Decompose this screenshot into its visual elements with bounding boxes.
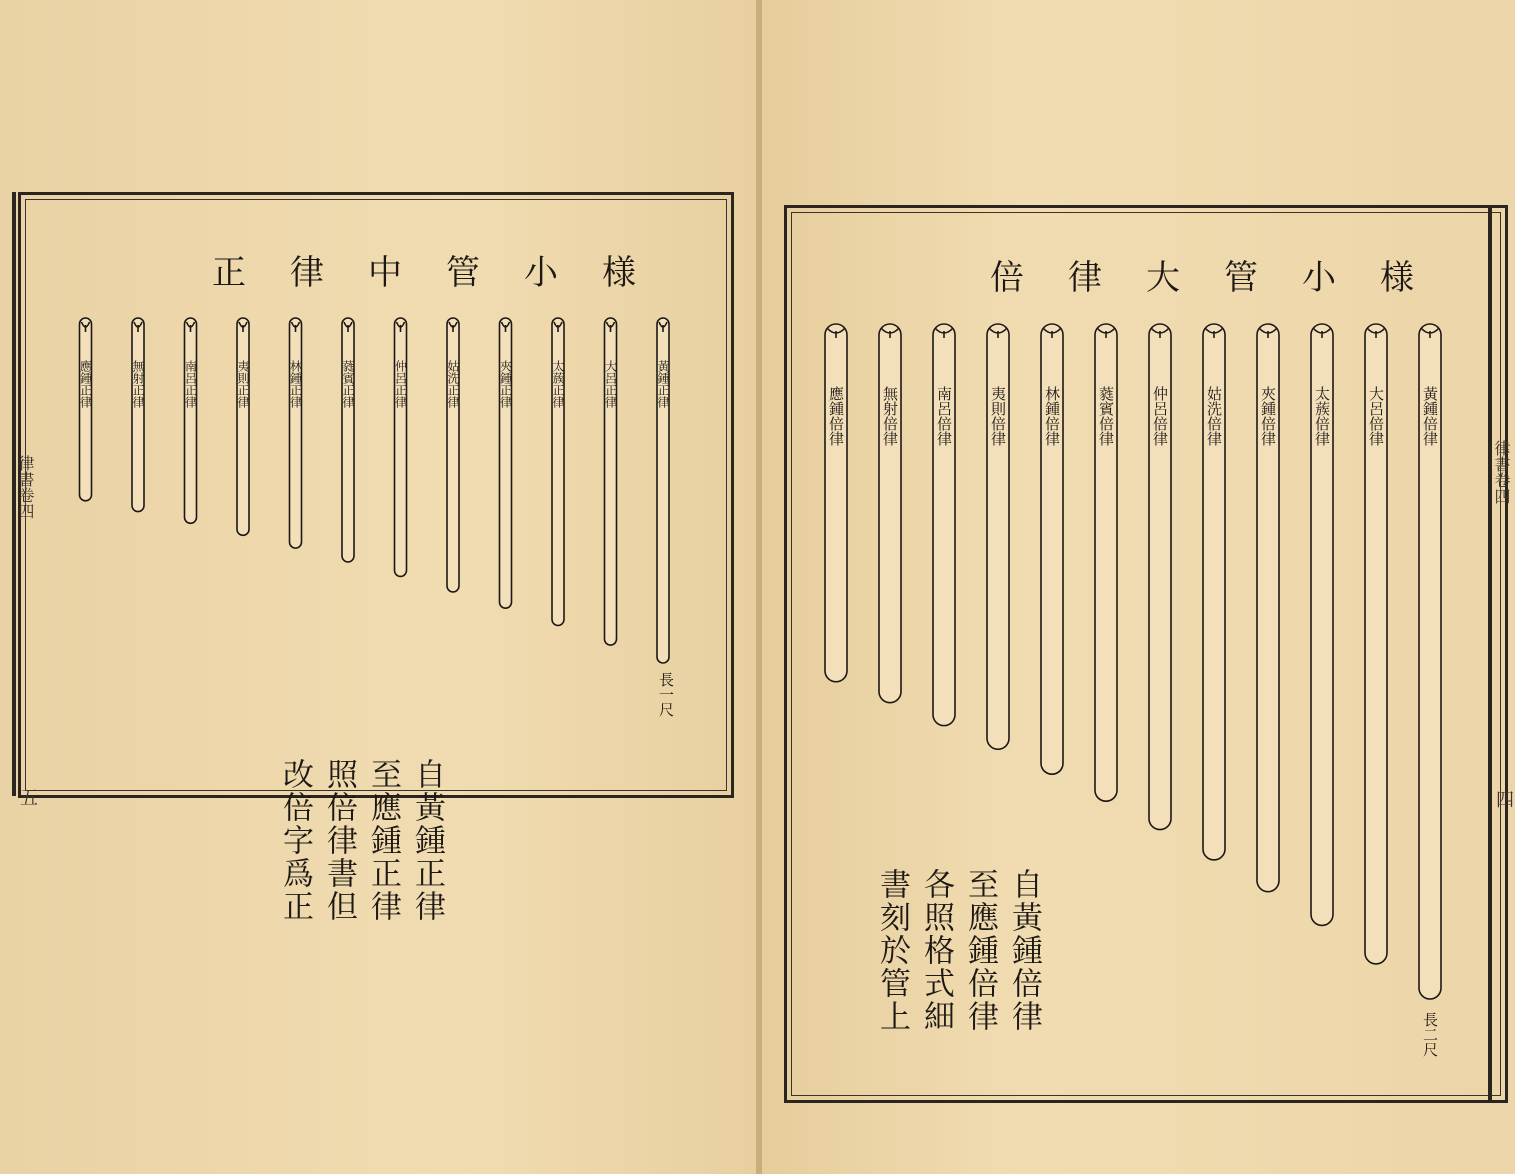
left-pipe-label-8: 林鍾正律 <box>288 360 303 408</box>
right-pipe-label-7: 蕤賓倍律 <box>1097 386 1115 446</box>
right-note-line-3: 各照格式細 <box>918 868 954 1033</box>
left-pipe-8 <box>289 318 303 548</box>
left-page-title: 正律中管小様 <box>212 253 680 293</box>
right-note-line-2: 至應鍾倍律 <box>962 868 998 1033</box>
right-note-line-1: 自黃鍾倍律 <box>1006 868 1042 1033</box>
left-note-line-3: 照倍律書但 <box>321 758 357 923</box>
left-pipe-label-1: 黃鍾正律 <box>656 360 670 408</box>
right-pipe-label-3: 太蔟倍律 <box>1313 386 1331 446</box>
left-pipe-label-12: 應鍾正律 <box>78 360 93 408</box>
left-note-line-2: 至應鍾正律 <box>365 758 401 923</box>
right-pipe-label-2: 大呂倍律 <box>1367 386 1385 446</box>
left-pipe-label-2: 大呂正律 <box>603 360 618 408</box>
right-pipe-9 <box>987 324 1009 749</box>
right-page <box>762 0 1515 1174</box>
right-pipe-6 <box>1149 324 1171 830</box>
left-pipe-9 <box>236 318 250 535</box>
right-note-line-4: 書刻於管上 <box>874 868 910 1033</box>
right-pipe-label-11: 無射倍律 <box>881 386 899 446</box>
left-page-number: 五 <box>17 788 38 806</box>
right-pipe-label-5: 姑洗倍律 <box>1205 386 1223 446</box>
right-pipe-5 <box>1203 324 1225 860</box>
left-pipe-1 <box>656 318 670 663</box>
right-length-label: 長二尺 <box>1421 1012 1439 1057</box>
right-pipe-4 <box>1257 324 1279 892</box>
left-pipe-10 <box>184 318 198 523</box>
right-pipe-7 <box>1095 324 1117 801</box>
left-note-line-4: 改倍字爲正 <box>277 758 313 923</box>
left-pipe-label-11: 無射正律 <box>131 360 145 408</box>
left-pipe-11 <box>131 318 145 512</box>
right-page-title: 倍律大管小様 <box>990 258 1458 298</box>
right-pipe-label-9: 夷則倍律 <box>989 386 1007 446</box>
left-pipe-label-3: 太蔟正律 <box>551 360 565 408</box>
left-note-line-1: 自黃鍾正律 <box>409 758 445 923</box>
left-pipe-6 <box>394 318 408 576</box>
right-page-number: 四 <box>1493 790 1514 808</box>
left-pipe-2 <box>604 318 618 645</box>
left-pipe-label-7: 蕤賓正律 <box>341 360 355 408</box>
right-pipe-10 <box>933 324 955 726</box>
right-pipe-2 <box>1365 324 1387 964</box>
right-pipe-8 <box>1041 324 1063 774</box>
right-pipe-1 <box>1419 324 1441 999</box>
right-pipe-label-8: 林鍾倍律 <box>1043 386 1061 446</box>
right-pipe-label-4: 夾鍾倍律 <box>1259 386 1277 446</box>
left-pipe-label-9: 夷則正律 <box>236 360 250 408</box>
left-pipe-7 <box>341 318 355 562</box>
left-pipe-label-6: 仲呂正律 <box>393 360 408 408</box>
left-length-label: 長一尺 <box>657 672 675 717</box>
right-margin-title: 律書卷四 <box>1492 440 1511 504</box>
left-pipe-5 <box>446 318 460 592</box>
right-pipe-label-1: 黃鍾倍律 <box>1421 386 1439 446</box>
left-pipe-4 <box>499 318 513 608</box>
right-pipe-3 <box>1311 324 1333 925</box>
left-pipe-label-5: 姑洗正律 <box>446 360 460 408</box>
left-pipe-label-10: 南呂正律 <box>183 360 198 408</box>
left-pipe-3 <box>551 318 565 625</box>
right-pipe-11 <box>879 324 901 703</box>
left-pipe-label-4: 夾鍾正律 <box>498 360 513 408</box>
left-note <box>273 758 449 948</box>
left-pipe-12 <box>79 318 93 501</box>
right-pipe-12 <box>825 324 847 682</box>
right-pipe-label-6: 仲呂倍律 <box>1151 386 1169 446</box>
right-note <box>870 868 1046 1068</box>
right-pipe-label-10: 南呂倍律 <box>935 386 953 446</box>
left-margin-title: 律書卷四 <box>16 455 35 519</box>
right-pipe-label-12: 應鍾倍律 <box>827 386 845 446</box>
